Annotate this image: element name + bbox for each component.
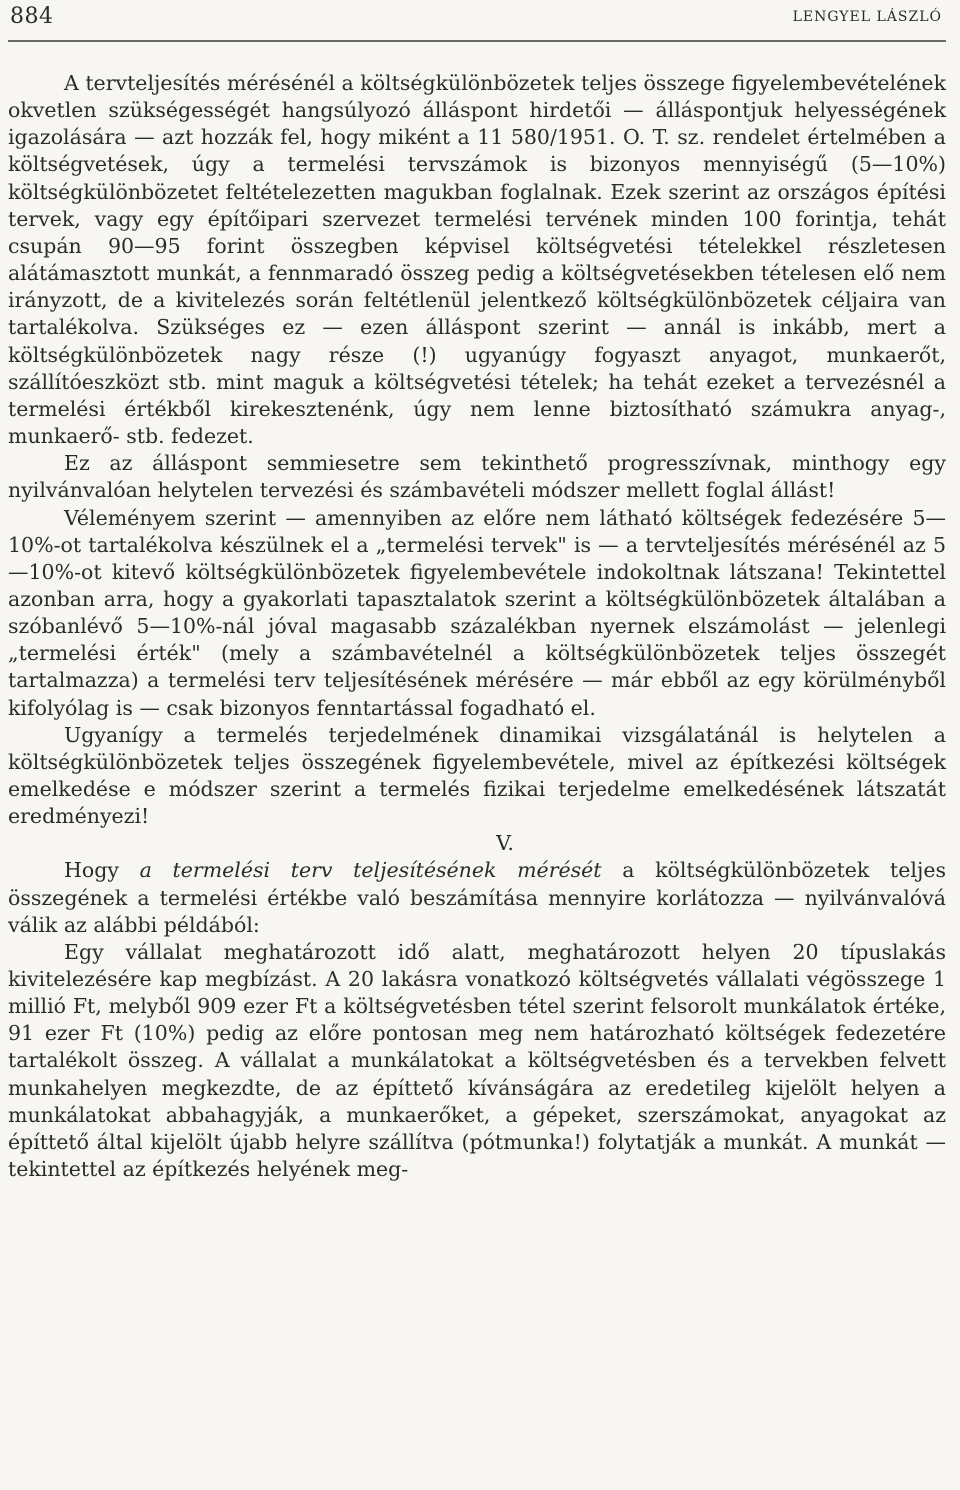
section-heading: V. bbox=[496, 831, 514, 856]
paragraph: A tervteljesítés mérésénél a költségkülönbözetek teljes összege figyelembevételének okvetlen szükségességét hangsúlyozó álláspont hirdetői — álláspontjuk helyességének igazolására — azt hozzák fel, hogy miként a 11 580/1951. O. T. sz. rendelet értelmében a költségvetések, úgy a termelési tervszámok is bizonyos mennyiségű (5—10%) költségkülönbözetet feltételezetten magukban foglalnak. Ezek szerint az országos építési tervek, vagy egy építőipari szervezet termelési tervének minden 100 forintja, tehát csupán 90—95 forint összegben képvisel költségvetési tételekkel részletesen alátámasztott munkát, a fennmaradó összeg pedig a költségvetésekben tételesen elő nem irányzott, de a kivitelezés során feltétlenül jelentkező költségkülönbözetek céljaira van tartalékolva. Szükséges ez — ezen álláspont szerint — annál is inkább, mert a költségkülönbözetek nagy része (!) ugyanúgy fogyaszt anyagot, munkaerőt, szállítóeszközt stb. mint maguk a költségvetési tételek; ha tehát ezeket a tervezésnél a termelési értékből kirekesztenénk, úgy nem lenne biztosítható számukra anyag-, munkaerő- stb. fedezet. bbox=[8, 71, 946, 449]
running-header bbox=[8, 0, 946, 42]
italic-emphasis: a termelési terv teljesítésének mérését bbox=[139, 858, 602, 883]
paragraph: Egy vállalat meghatározott idő alatt, meghatározott helyen 20 típuslakás kivitelezésére kap megbízást. A 20 lakásra vonatkozó költségvetés vállalati végösszege 1 millió Ft, melyből 909 ezer Ft a költségvetésben tétel szerint felsorolt munkálatok értéke, 91 ezer Ft (10%) pedig az előre pontosan meg nem határozható költségek fedezetére tartalékolt összeg. A vállalat a munkálatokat a költségvetésben és a tervekben felvett munkahelyen megkezdte, de az építtető kívánságára az eredetileg kijelölt helyen a munkálatokat abbahagyják, a munkaerőket, a gépeket, szerszámokat, anyagokat az építtető által kijelölt újabb helyre szállítva (pótmunka!) folytatják a munkát. A munkát — tekintettel az építkezés helyének meg- bbox=[8, 939, 946, 1182]
body-text bbox=[8, 70, 946, 1183]
paragraph: Ugyanígy a termelés terjedelmének dinamikai vizsgálatánál is helytelen a költségkülönbözetek teljes összegének figyelembevétele, mivel az építkezési költségek emelkedése e módszer szerint a termelés fizikai terjedelme emelkedésének látszatát eredményezi! bbox=[8, 722, 946, 829]
page-number: 884 bbox=[10, 4, 54, 29]
paragraph-text: a költségkülönbözetek teljes összegének a termelési értékbe való beszámítása mennyire korlátozza — nyilvánvalóvá válik az alábbi példából: bbox=[8, 858, 946, 937]
paragraph: Ez az álláspont semmiesetre sem tekinthető progresszívnak, minthogy egy nyilvánvalóan helytelen tervezési és számbavételi módszer mellett foglal állást! bbox=[8, 451, 946, 503]
running-title: LENGYEL LÁSZLÓ bbox=[792, 9, 942, 25]
paragraph-text: Hogy bbox=[64, 858, 140, 883]
paragraph: Véleményem szerint — amennyiben az előre nem látható költségek fedezésére 5—10%-ot tartalékolva készülnek el a „termelési tervek" is — a tervteljesítés mérésénél az 5—10%-ot kitevő költségkülönbözetek figyelembevétele indokoltnak látszana! Tekintettel azonban arra, hogy a gyakorlati tapasztalatok szerint a költségkülönbözetek általában a szóbanlévő 5—10%-nál jóval magasabb százalékban nyernek elszámolást — jelenlegi „termelési érték" (mely a számbavételnél a költségkülönbözetek teljes összegét tartalmazza) a termelési terv teljesítésének mérésére — már ebből az egy körülményből kifolyólag is — csak bizonyos fenntartással fogadható el. bbox=[8, 505, 946, 720]
section-first-paragraph bbox=[8, 857, 946, 938]
